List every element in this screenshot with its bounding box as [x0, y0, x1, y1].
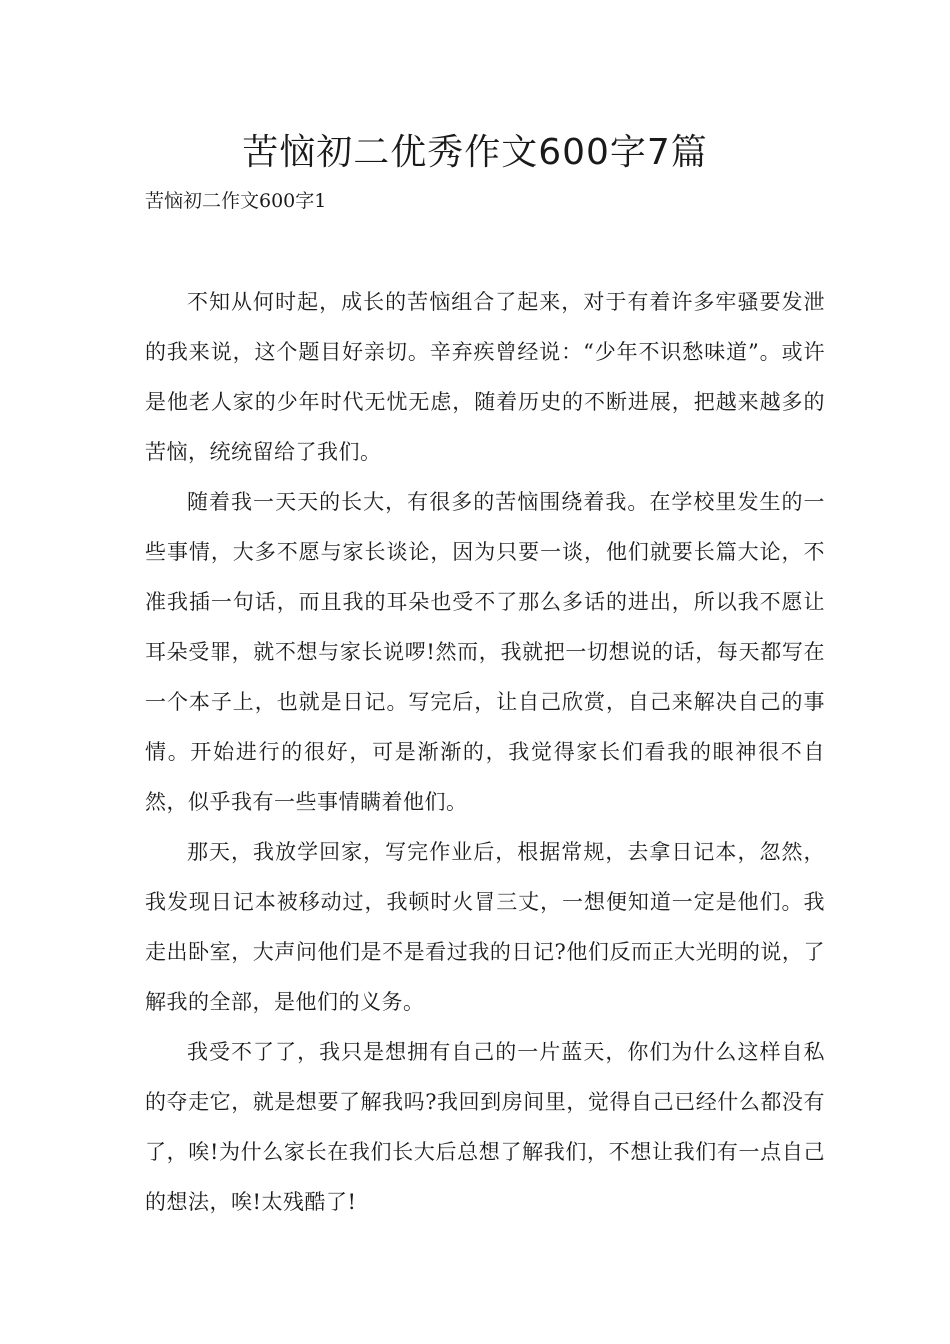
paragraph-2: 随着我一天天的长大，有很多的苦恼围绕着我。在学校里发生的一些事情，大多不愿与家长谈论，因为只要一谈，他们就要长篇大论，不准我插一句话，而且我的耳朵也受不了那么多话的进出，所以我不愿让耳朵受罪，就不想与家长说啰!然而，我就把一切想说的话，每天都写在一个本子上，也就是日记。写完后，让自己欣赏，自己来解决自己的事情。开始进行的很好，可是渐渐的，我觉得家长们看我的眼神很不自然，似乎我有一些事情瞒着他们。: [145, 490, 825, 814]
document-body: [145, 277, 825, 1227]
document-title: 苦恼初二优秀作文600字7篇: [242, 132, 708, 173]
paragraph-3: 那天，我放学回家，写完作业后，根据常规，去拿日记本，忽然，我发现日记本被移动过，我顿时火冒三丈，一想便知道一定是他们。我走出卧室，大声问他们是不是看过我的日记?他们反而正大光明的说，了解我的全部，是他们的义务。: [145, 840, 825, 1014]
document-subtitle: 苦恼初二作文600字1: [145, 190, 327, 212]
paragraph-4: 我受不了了，我只是想拥有自己的一片蓝天，你们为什么这样自私的夺走它，就是想要了解我吗?我回到房间里，觉得自己已经什么都没有了，唉!为什么家长在我们长大后总想了解我们，不想让我们有一点自己的想法，唉!太残酷了!: [145, 1040, 825, 1214]
paragraph-1: 不知从何时起，成长的苦恼组合了起来，对于有着许多牢骚要发泄的我来说，这个题目好亲切。辛弃疾曾经说：“少年不识愁味道”。或许是他老人家的少年时代无忧无虑，随着历史的不断进展，把越来越多的苦恼，统统留给了我们。: [145, 290, 825, 464]
